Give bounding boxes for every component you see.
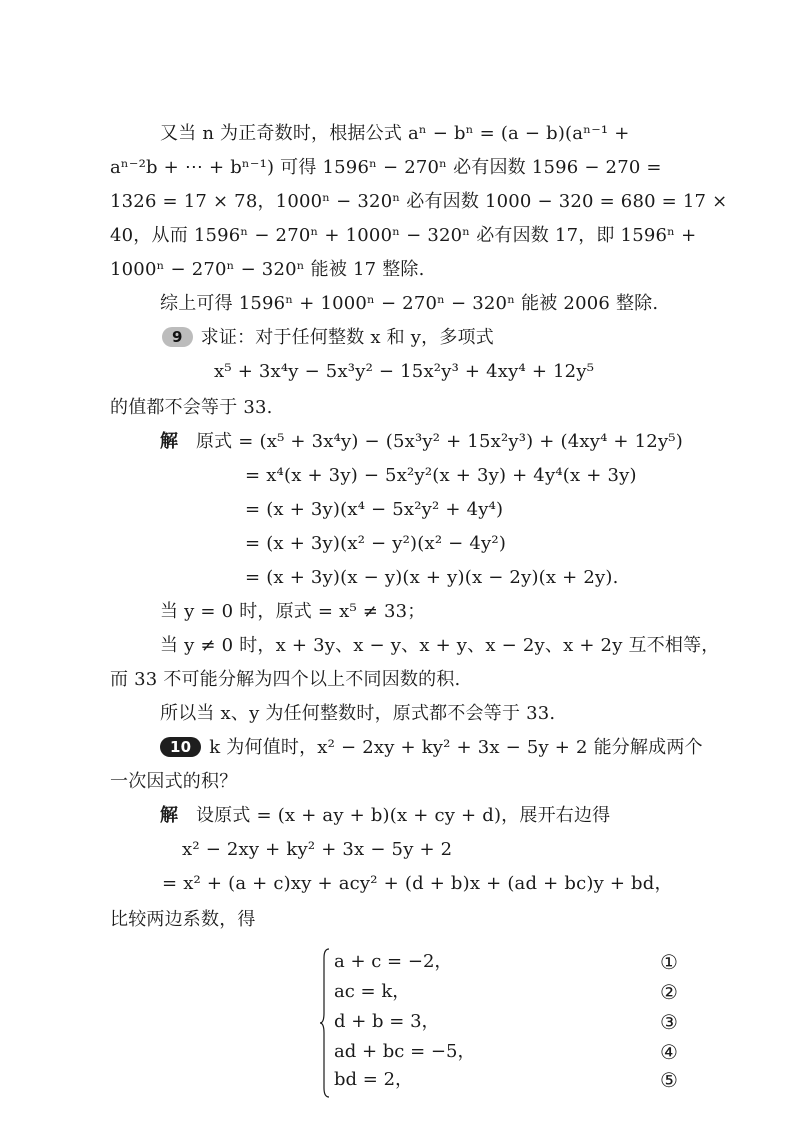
text-line-2: aⁿ⁻²b + ⋯ + bⁿ⁻¹) 可得 1596ⁿ − 270ⁿ 必有因数 1596 − 270 = [110, 157, 662, 178]
system-num-3: ③ [660, 1010, 678, 1034]
step-text: 原式 = (x⁵ + 3x⁴y) − (5x³y² + 15x²y³) + (4xy⁴ + 12y⁵) [195, 431, 683, 452]
system-eq-2: ac = k， [334, 981, 411, 1002]
solution-label: 解 [160, 805, 179, 826]
setup-text: 设原式 = (x + ay + b)(x + cy + d)，展开右边得 [195, 805, 611, 826]
system-eq-3: d + b = 3， [334, 1011, 440, 1032]
problem-9-statement [162, 326, 494, 350]
problem-9-conclusion: 所以当 x、y 为任何整数时，原式都不会等于 33. [160, 703, 556, 724]
problem-9-case-2: 当 y ≠ 0 时，x + 3y、x − y、x + y、x − 2y、x + 2y 互不相等， [160, 635, 720, 656]
problem-9-tail: 的值都不会等于 33. [110, 397, 273, 418]
text-line-3: 1326 = 17 × 78，1000ⁿ − 320ⁿ 必有因数 1000 − 320 = 680 = 17 × [110, 191, 728, 212]
problem-9-text: 求证：对于任何整数 x 和 y，多项式 [200, 327, 494, 348]
problem-10-expand-2: = x² + (a + c)xy + acy² + (d + b)x + (ad + bc)y + bd， [162, 873, 673, 894]
text-line-4: 40，从而 1596ⁿ − 270ⁿ + 1000ⁿ − 320ⁿ 必有因数 17，即 1596ⁿ + [110, 225, 697, 246]
problem-9-step-1 [160, 430, 683, 454]
problem-10-badge: 10 [160, 737, 201, 757]
problem-10-statement-2: 一次因式的积？ [110, 771, 238, 792]
system-eq-4: ad + bc = −5， [334, 1041, 476, 1062]
left-brace-icon [320, 948, 330, 1098]
problem-9-badge: 9 [162, 327, 193, 347]
problem-9-step-4: = (x + 3y)(x² − y²)(x² − 4y²) [245, 533, 507, 554]
problem-10-text: k 为何值时，x² − 2xy + ky² + 3x − 5y + 2 能分解成两个 [209, 737, 703, 758]
solution-label: 解 [160, 431, 179, 452]
system-eq-1: a + c = −2， [334, 951, 453, 972]
problem-10-statement [160, 736, 703, 760]
problem-10-setup [160, 804, 610, 828]
problem-9-step-5: = (x + 3y)(x − y)(x + y)(x − 2y)(x + 2y). [245, 567, 619, 588]
problem-9-polynomial: x⁵ + 3x⁴y − 5x³y² − 15x²y³ + 4xy⁴ + 12y⁵ [214, 361, 595, 382]
problem-10-compare: 比较两边系数，得 [110, 909, 256, 930]
problem-9-step-3: = (x + 3y)(x⁴ − 5x²y² + 4y⁴) [245, 499, 504, 520]
system-num-4: ④ [660, 1040, 678, 1064]
problem-10-expand-1: x² − 2xy + ky² + 3x − 5y + 2 [182, 839, 453, 860]
system-num-2: ② [660, 980, 678, 1004]
text-line-1: 又当 n 为正奇数时，根据公式 aⁿ − bⁿ = (a − b)(aⁿ⁻¹ + [160, 123, 630, 144]
problem-9-case-1: 当 y = 0 时，原式 = x⁵ ≠ 33； [160, 601, 426, 622]
system-num-1: ① [660, 950, 678, 974]
problem-9-step-2: = x⁴(x + 3y) − 5x²y²(x + 3y) + 4y⁴(x + 3y) [245, 465, 637, 486]
text-line-5: 1000ⁿ − 270ⁿ − 320ⁿ 能被 17 整除. [110, 259, 425, 280]
system-eq-5: bd = 2， [334, 1069, 414, 1090]
system-num-5: ⑤ [660, 1068, 678, 1092]
text-line-6: 综上可得 1596ⁿ + 1000ⁿ − 270ⁿ − 320ⁿ 能被 2006 整除. [160, 293, 659, 314]
problem-9-case-2b: 而 33 不可能分解为四个以上不同因数的积. [110, 669, 461, 690]
